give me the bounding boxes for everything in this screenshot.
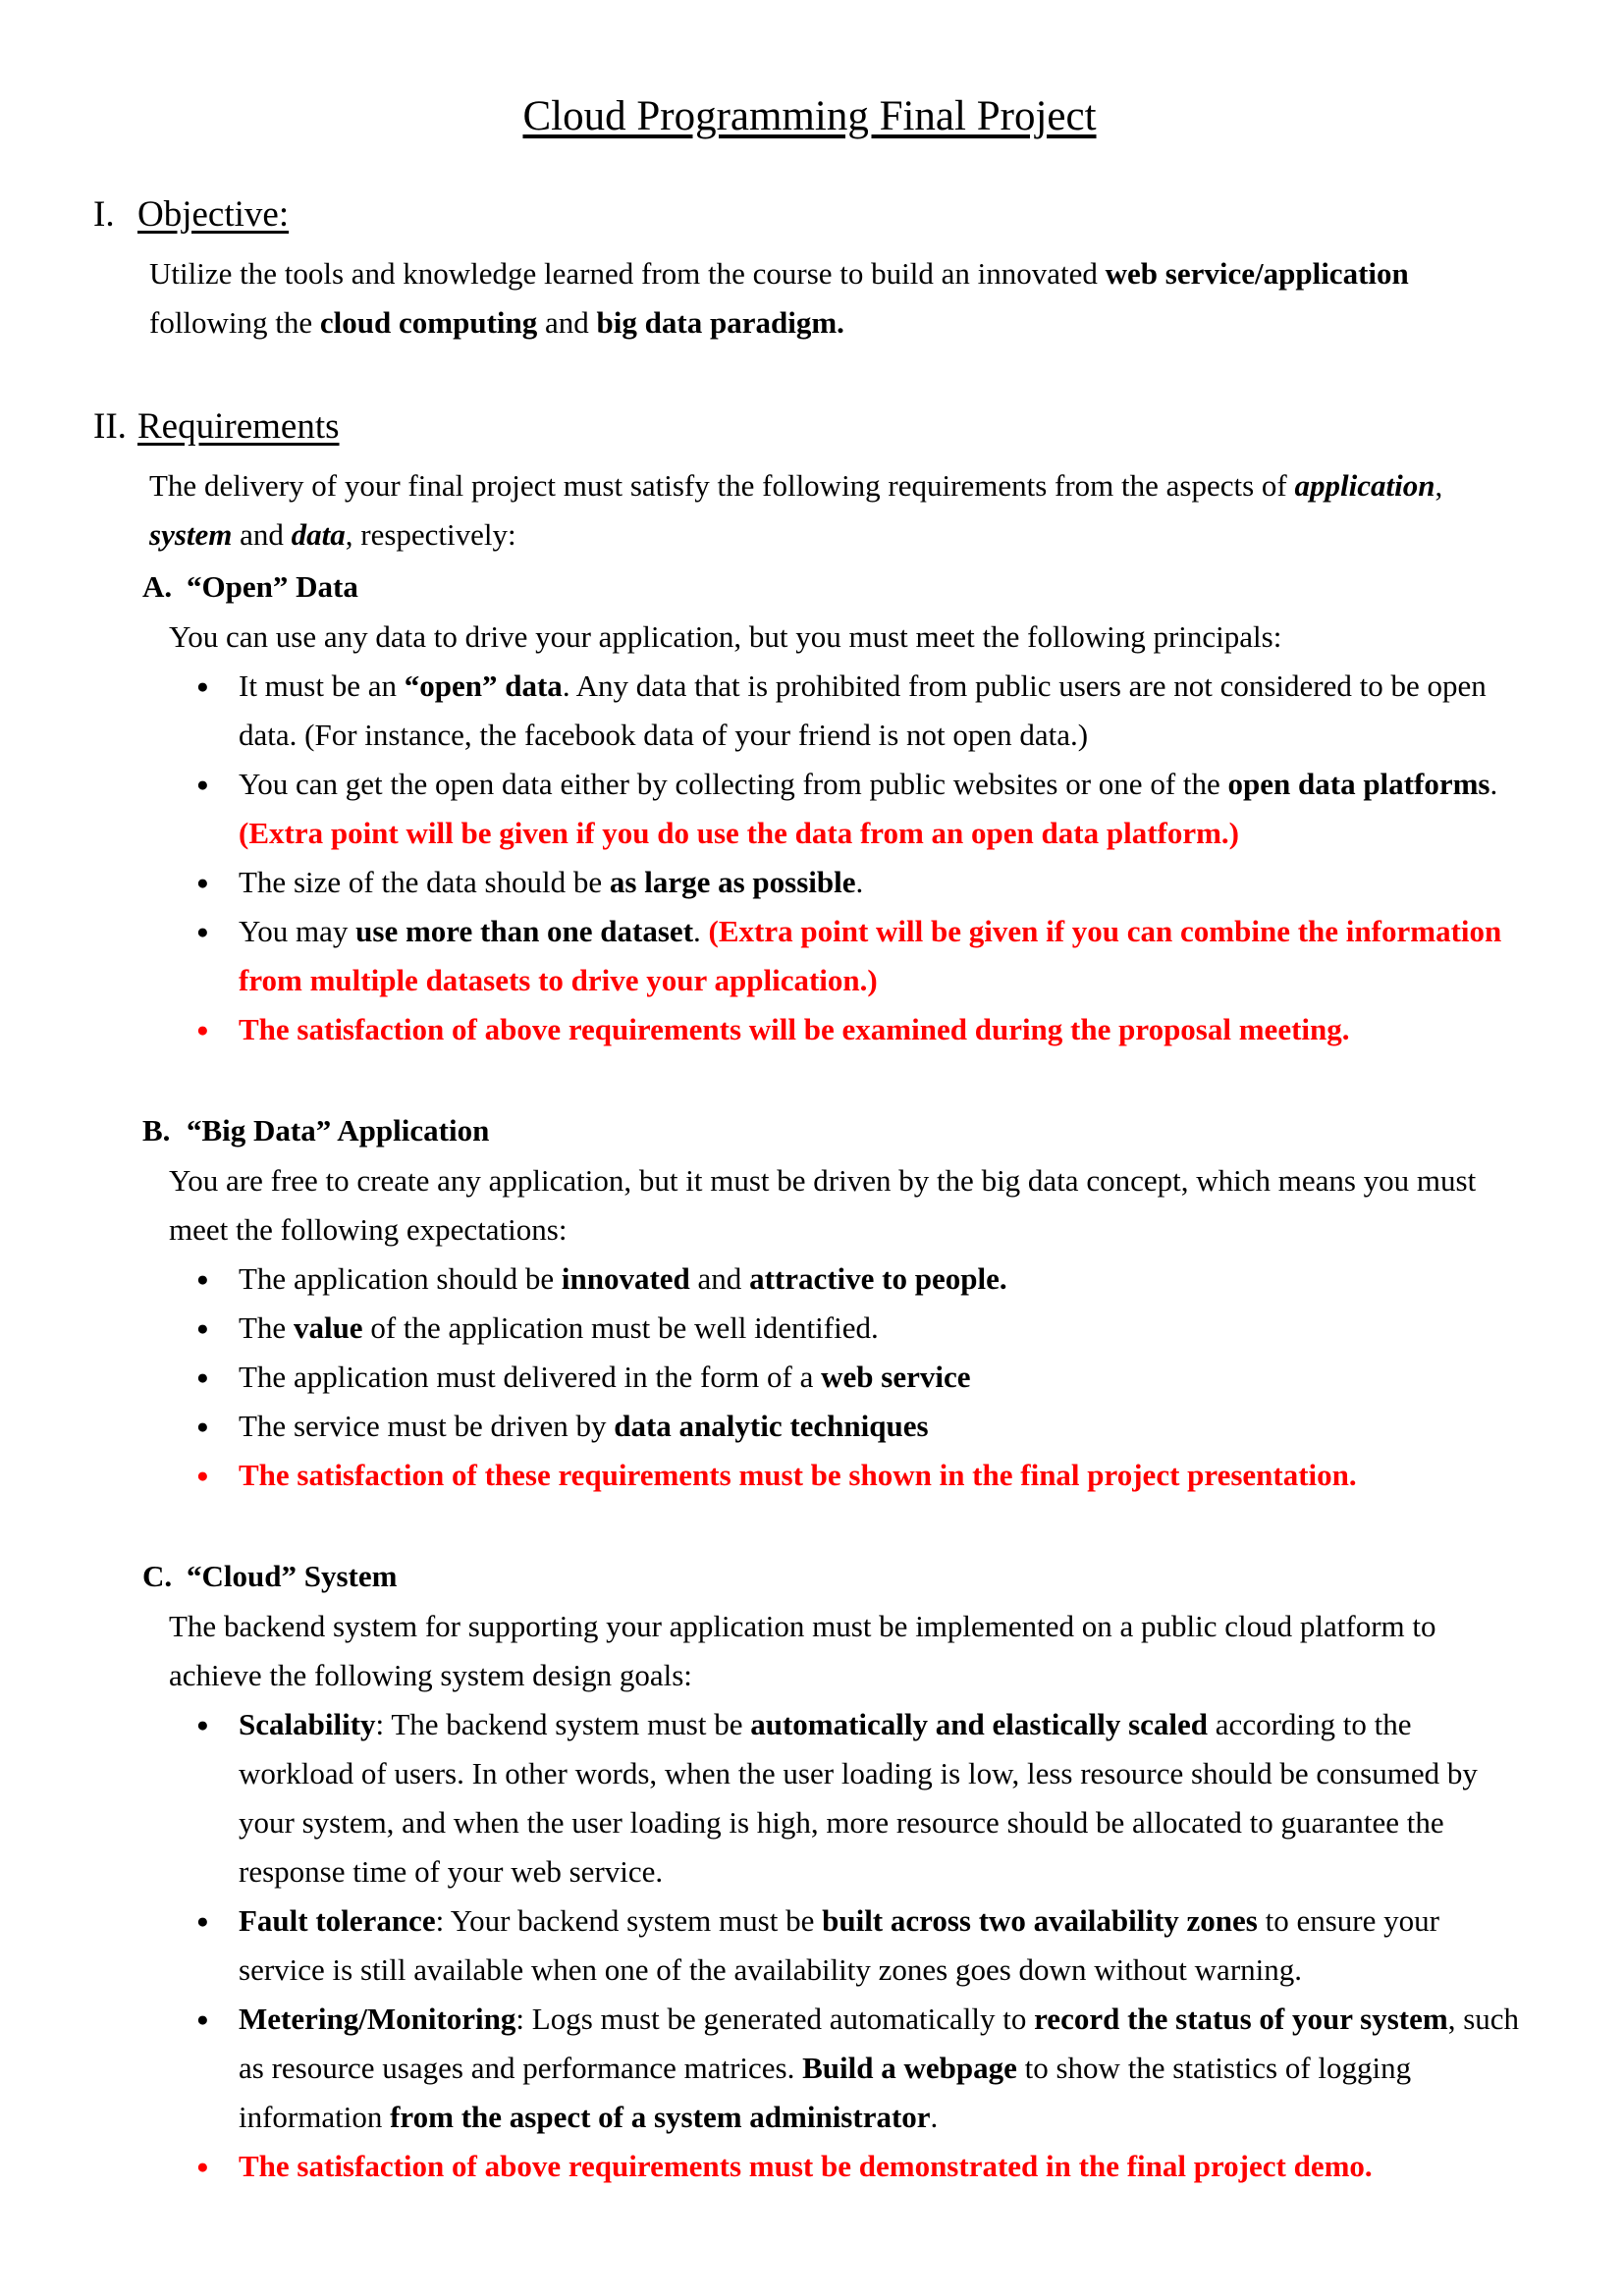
subsection-letter: B. <box>142 1112 171 1148</box>
text-run: and <box>232 516 292 552</box>
text-run: The delivery of your final project must satisfy the following requirements from the aspects of <box>149 467 1295 503</box>
text-run: big data paradigm. <box>596 304 844 340</box>
bullet-list <box>142 1255 1526 1500</box>
text-run: You can get the open data either by collecting from public websites or one of the <box>239 766 1228 801</box>
subsection-A <box>142 561 1526 1054</box>
bullet-item <box>196 1995 1526 2142</box>
section-intro-paragraph <box>149 249 1526 347</box>
text-run: Metering/Monitoring <box>239 2001 516 2036</box>
text-run: Build a webpage <box>802 2050 1017 2085</box>
section-heading-text: Requirements <box>137 405 340 447</box>
document-title <box>93 90 1526 143</box>
bullet-icon: ● <box>196 1414 209 1438</box>
text-run: You are free to create any application, but it must be driven by the big data concept, which means you must meet the following expectations: <box>169 1162 1477 1247</box>
bullet-text <box>239 1402 1526 1451</box>
text-run: data analytic techniques <box>614 1408 929 1443</box>
text-run: , respectively: <box>345 516 516 552</box>
bullet-icon: ● <box>196 919 209 943</box>
section-heading-text: Objective: <box>137 193 290 235</box>
subsection-C <box>142 1551 1526 2191</box>
subsection-letter: C. <box>142 1558 173 1593</box>
text-run: , <box>1435 467 1443 503</box>
text-run: and <box>537 304 597 340</box>
text-run: (Extra point will be given if you do use the data from an open data platform.) <box>239 815 1240 850</box>
subsection-heading-text: “Cloud” System <box>187 1558 398 1593</box>
text-run: : Your backend system must be <box>435 1902 823 1938</box>
subsection-heading <box>142 1551 1526 1602</box>
text-run: : The backend system must be <box>375 1706 751 1741</box>
text-run: web service/application <box>1105 255 1409 291</box>
text-run: The service must be driven by <box>239 1408 615 1443</box>
text-run: It must be an <box>239 667 405 703</box>
document-title-text: Cloud Programming Final Project <box>522 93 1097 139</box>
subsection-lead-paragraph <box>169 1156 1526 1255</box>
text-run: use more than one dataset <box>355 913 694 948</box>
text-run: The satisfaction of above requirements will be examined during the proposal meeting. <box>239 1011 1350 1046</box>
subsection-heading <box>142 1105 1526 1156</box>
bullet-text <box>239 2142 1526 2191</box>
text-run: . <box>855 864 864 899</box>
text-run: Scalability <box>239 1706 376 1741</box>
bullet-text <box>239 1700 1526 1896</box>
text-run: The satisfaction of these requirements must be shown in the final project presentation. <box>239 1457 1357 1492</box>
text-run: “open” data <box>404 667 563 703</box>
bullet-text <box>239 1353 1526 1402</box>
bullet-item <box>196 1005 1526 1054</box>
text-run: : Logs must be generated automatically to <box>515 2001 1035 2036</box>
text-run: The size of the data should be <box>239 864 610 899</box>
text-run: The <box>239 1309 294 1345</box>
bullet-list <box>142 662 1526 1054</box>
text-run: Fault tolerance <box>239 1902 436 1938</box>
bullet-list <box>142 1700 1526 2191</box>
text-run: to show the statistics of logging information <box>239 2050 1412 2134</box>
document-body <box>93 185 1526 2191</box>
bullet-icon: ● <box>196 772 209 796</box>
text-run: You can use any data to drive your application, but you must meet the following principals: <box>169 618 1282 654</box>
bullet-icon: ● <box>196 1463 209 1487</box>
bullet-text <box>239 1304 1526 1353</box>
bullet-item <box>196 2142 1526 2191</box>
section-numeral: I. <box>93 193 115 235</box>
text-run: built across two availability zones <box>822 1902 1258 1938</box>
text-run: The application should be <box>239 1260 562 1296</box>
bullet-item <box>196 1402 1526 1451</box>
section-intro-paragraph <box>149 461 1526 560</box>
text-run: automatically and elastically scaled <box>750 1706 1209 1741</box>
text-run: (Extra point will be given if you can combine the information from multiple datasets to drive your application.) <box>239 913 1502 997</box>
bullet-icon: ● <box>196 1364 209 1389</box>
bullet-item <box>196 1700 1526 1896</box>
text-run: application <box>1294 467 1435 503</box>
bullet-icon: ● <box>196 2006 209 2031</box>
text-run: and <box>689 1260 750 1296</box>
bullet-item <box>196 907 1526 1005</box>
text-run: The application must delivered in the form of a <box>239 1359 822 1394</box>
section-numeral: II. <box>93 405 127 447</box>
text-run: value <box>293 1309 363 1345</box>
bullet-text <box>239 1896 1526 1995</box>
bullet-text <box>239 1005 1526 1054</box>
subsection-heading <box>142 561 1526 613</box>
bullet-text <box>239 907 1526 1005</box>
text-run: The backend system for supporting your application must be implemented on a public cloud platform to achieve the following system design goals: <box>169 1608 1436 1692</box>
text-run: You may <box>239 913 356 948</box>
section-II <box>93 397 1526 2191</box>
text-run: web service <box>821 1359 971 1394</box>
subsection-B <box>142 1105 1526 1500</box>
text-run: from the aspect of a system administrator <box>390 2099 931 2134</box>
text-run: . <box>930 2099 939 2134</box>
subsection-heading-text: “Open” Data <box>187 568 358 604</box>
text-run: The satisfaction of above requirements must be demonstrated in the final project demo. <box>239 2148 1373 2183</box>
text-run: of the application must be well identified. <box>362 1309 879 1345</box>
bullet-text <box>239 1255 1526 1304</box>
bullet-icon: ● <box>196 1908 209 1933</box>
bullet-text <box>239 858 1526 907</box>
text-run: system <box>149 516 233 552</box>
text-run: . Any data that is prohibited from public users are not considered to be open data. (For instance, the facebook data of your friend is not open data.) <box>239 667 1487 752</box>
bullet-item <box>196 1255 1526 1304</box>
text-run: data <box>291 516 346 552</box>
bullet-text <box>239 1451 1526 1500</box>
bullet-item <box>196 1896 1526 1995</box>
bullet-text <box>239 760 1526 858</box>
text-run: as large as possible <box>609 864 856 899</box>
bullet-text <box>239 1995 1526 2142</box>
text-run: attractive to people. <box>749 1260 1007 1296</box>
section-heading <box>93 185 1526 245</box>
bullet-item <box>196 858 1526 907</box>
bullet-icon: ● <box>196 1315 209 1340</box>
text-run: , such as resource usages and performance matrices. <box>239 2001 1520 2085</box>
subsection-heading-text: “Big Data” Application <box>187 1112 490 1148</box>
bullet-item <box>196 1304 1526 1353</box>
bullet-icon: ● <box>196 1712 209 1736</box>
text-run: . <box>1489 766 1498 801</box>
subsection-lead-paragraph <box>169 1602 1526 1700</box>
bullet-icon: ● <box>196 1017 209 1041</box>
section-I <box>93 185 1526 347</box>
bullet-text <box>239 662 1526 760</box>
text-run: open data platforms <box>1227 766 1490 801</box>
bullet-icon: ● <box>196 2154 209 2178</box>
text-run: following the <box>149 304 320 340</box>
bullet-item <box>196 662 1526 760</box>
bullet-icon: ● <box>196 1266 209 1291</box>
text-run: according to the workload of users. In other words, when the user loading is low, less resource should be consumed by your system, and when the user loading is high, more resource should be allocated to guarantee the response time of your web service. <box>239 1706 1478 1889</box>
bullet-item <box>196 760 1526 858</box>
subsection-letter: A. <box>142 568 173 604</box>
text-run: cloud computing <box>319 304 538 340</box>
bullet-icon: ● <box>196 870 209 894</box>
bullet-item <box>196 1353 1526 1402</box>
text-run: record the status of your system <box>1034 2001 1448 2036</box>
text-run: . <box>693 913 709 948</box>
section-heading <box>93 397 1526 457</box>
subsection-lead-paragraph <box>169 613 1526 662</box>
text-run: innovated <box>561 1260 690 1296</box>
bullet-icon: ● <box>196 673 209 698</box>
text-run: to ensure your service is still available when one of the availability zones goes down without warning. <box>239 1902 1439 1987</box>
bullet-item <box>196 1451 1526 1500</box>
text-run: Utilize the tools and knowledge learned from the course to build an innovated <box>149 255 1106 291</box>
